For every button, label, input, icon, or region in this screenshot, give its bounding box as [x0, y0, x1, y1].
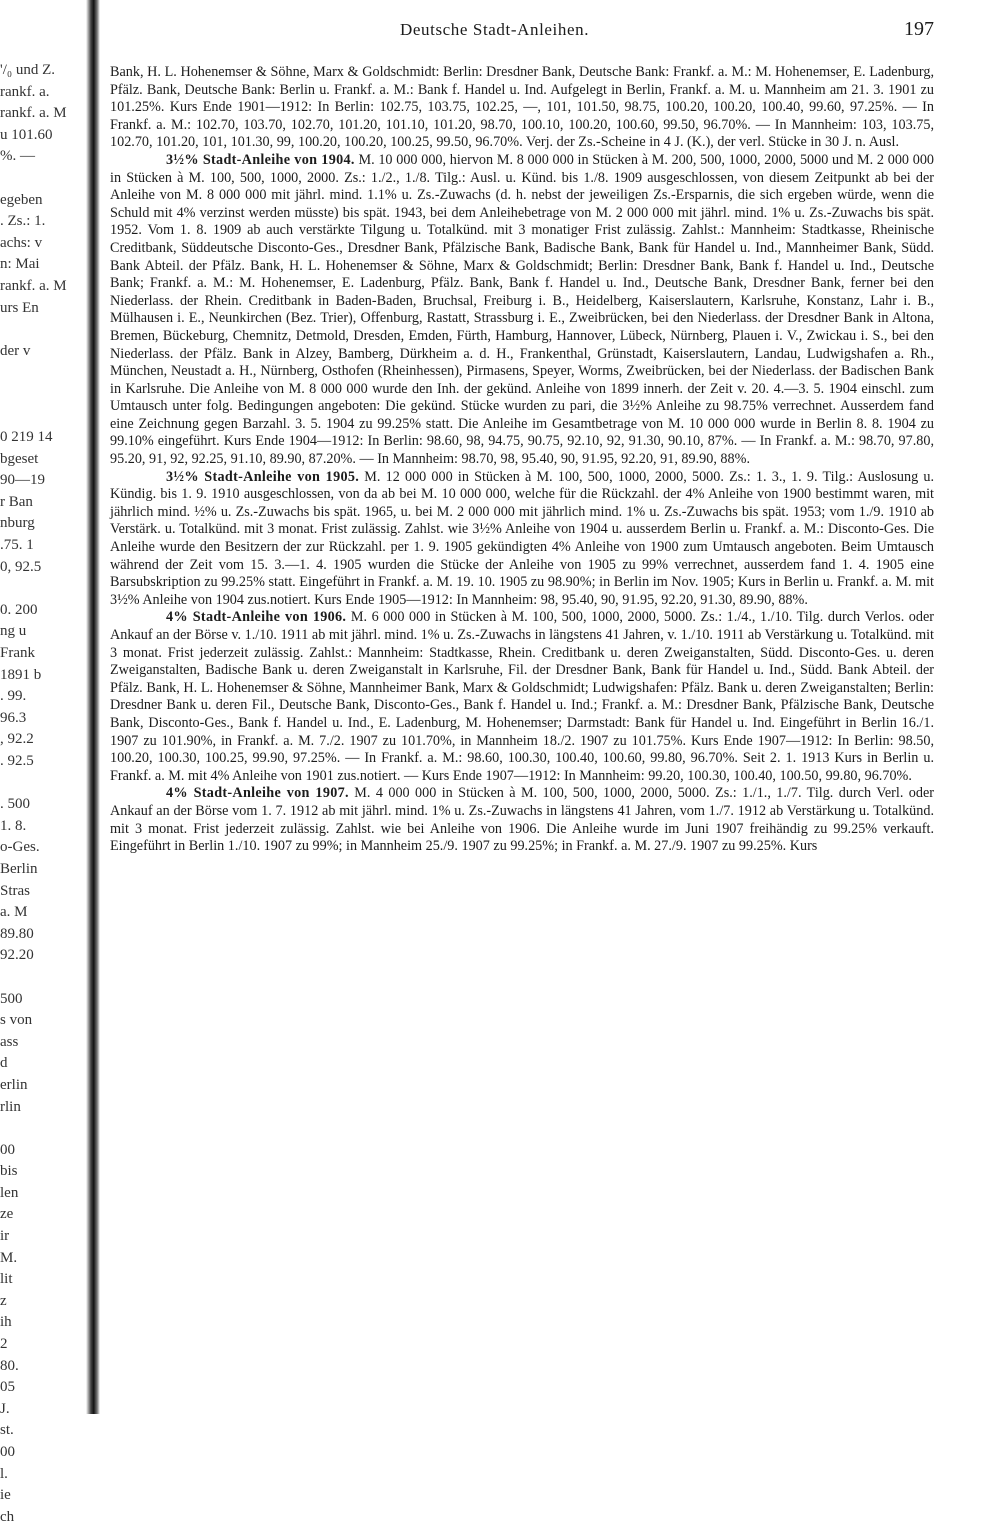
issue-text: M. 4 000 000 in Stücken à M. 100, 500, 1000, 2000, 5000. Zs.: 1./1., 1./7. Tilg. durch Verl. oder Ankauf an der Börse vom 1. 7. 1912 ab mit jährl. mind. 1% u. Zs.-Zuwachs in längstens 41 Jahren, vom 1./7. 1912 ab Verstärkung u. Totalkünd. mit 3 monat. Frist jederzeit zulässig. Zahlst. wie bei Anleihe von 1906. Die Anleihe wurde im Juni 1907 freihändig zu 99.25% verkauft. Eingeführt in Berlin 1./10. 1907 zu 99%; in Mannheim 25./9. 1907 zu 99.25%; in Frankf. a. M. 27./9. 1907 zu 99.25%. Kurs [110, 785, 935, 855]
facing-page-line: o-Ges. [0, 839, 40, 856]
facing-page-line: 80. [0, 1357, 19, 1374]
issue-text: M. 10 000 000, hiervon M. 8 000 000 in Stücken à M. 200, 500, 1000, 2000, 5000 und M. 2 000 000 in Stücken à M. 100, 500, 1000, 2000. Zs.: 1./2., 1./8. Tilg.: Ausl. u. Künd. bis 1./8. 1909 ausgeschlossen, von diesem Zeitpunkt ab bei der Anleihe von M. 8 000 000 mit jährl. mind. 1.1% u. Zs.-Zuwachs (d. h. nebst der jeweiligen Zs.-Ersparnis, die sich ergeben würde, wenn die Schuld mit 4% verzinst werden müsste) bis spät. 1943, bei dem Anleihebetrage von M. 2 000 000 mit jährl. mind. 1% u. Zs.-Zuwachs bis spät. 1952. Vom 1. 8. 1909 ab auch verstärkte Tilgung u. Totalkünd. mit 3 monatiger Frist zulässig. Zahlst.: Mannheim: Stadtkasse, Rheinische Creditbank, Süddeutsche Disconto-Ges., Dresdner Bank, Pfälzische Bank, Badische Bank, Bank für Handel u. Ind., Mannheimer Bank, Südd. Bank Abteil. der Pfälz. Bank, H. L. Hohenemser & Söhne, Marx & Goldschmidt; Berlin: Dresdner Bank, Bank f. Handel u. Ind., Deutsche Bank; Frankf. a. M.: M. Hohenemser, E. Ladenburg, Pfälz. Bank, Bank f. Handel u. Ind., Deutsche Bank, Dresdner Bank, ferner bei den Niederlass. der Rhein. Creditbank in Baden-Baden, Bruchsal, Freiburg i. B., Heidelberg, Kaiserslautern, Karlsruhe, Konstanz, Lahr i. B., Mülhausen i. E., Neunkirchen (Bez. Trier), Offenburg, Rastatt, Strassburg i. E., Zweibrücken, bei den Niederlass. der Dresdner Bank in Altona, Bremen, Bückeburg, Chemnitz, Detmold, Dresden, Emden, Fürth, Hamburg, Hannover, Lübeck, Nürnberg, Plauen i. V., Zwickau i. S., bei den Niederlass. der Pfälz. Bank in Alzey, Bamberg, Dürkheim a. d. H., Frankenthal, Grünstadt, Kaiserslautern, Landau, Ludwigshafen a. Rh., München, Neustadt a. H., Nürnberg, Osthofen (Rheinhessen), Pirmasens, Speyer, Worms, Zweibrücken, bei der Niederlass. der Badischen Bank in Karlsruhe. Die Anleihe von M. 8 000 000 wurde den Inh. der gekünd. Anleihe von 1899 innerh. der Zeit v. 20. 4.—3. 5. 1904 einschl. zum Umtausch unter folg. Bedingungen angeboten: Die gekünd. Stücke wurden zu pari, die 3½% Anleihe zu 98.75% verrechnet. Ausserdem fand eine Zeichnung gegen Barzahl. 3. 5. 1904 zu 99.25% statt. Die Anleihe im Gesamtbetrage von M. 10 000 000 wurde in Berlin 8. 8. 1904 zu 99.10% eingeführt. Kurs Ende 1904—1912: In Berlin: 98.60, 98, 94.75, 90.75, 92.10, 92, 91.30, 90.10, 87%. — In Frankf. a. M.: 98.70, 97.80, 95.20, 91, 92, 92.25, 91.10, 89.90, 87.20%. — In Mannheim: 98.70, 98, 95.40, 90, 91.95, 92.20, 91, 89.90, 88%. [110, 151, 935, 468]
issue-paragraph [110, 469, 934, 610]
facing-page-line: s von [0, 1012, 33, 1029]
facing-page-line: .75. 1 [0, 537, 34, 554]
facing-page-line: Berlin [0, 860, 38, 877]
facing-page-line: ih [0, 1314, 12, 1331]
facing-page-line: nburg [0, 515, 35, 532]
issue-heading: 3½% Stadt-Anleihe von 1905. [166, 468, 360, 485]
page-number: 197 [904, 18, 934, 40]
facing-page-line [0, 168, 86, 190]
facing-page-line: 90—19 [0, 472, 45, 489]
facing-page-line: lit [0, 1271, 13, 1288]
facing-page-line: egeben [0, 191, 43, 208]
issue-paragraph [110, 609, 934, 785]
issue-1904 [110, 152, 934, 469]
facing-page-line [0, 773, 86, 795]
facing-page-line: 0. 200 [0, 601, 38, 618]
facing-page-line: '/₀ und Z. [0, 62, 56, 78]
facing-page-line: 00 [0, 1444, 15, 1460]
facing-page-line: . Zs.: 1. [0, 213, 46, 230]
facing-page-line: ass [0, 1033, 19, 1050]
facing-page-line: . 99. [0, 688, 27, 705]
issue-heading: 3½% Stadt-Anleihe von 1904. [166, 151, 355, 168]
page-body [110, 64, 934, 856]
facing-page-line: z [0, 1292, 7, 1309]
facing-page-line: n: Mai [0, 256, 40, 273]
facing-page-line [0, 384, 86, 406]
issue-1907 [110, 785, 934, 855]
issue-heading: 4% Stadt-Anleihe von 1907. [166, 785, 349, 802]
facing-page-line [0, 578, 86, 600]
facing-page-line: . 500 [0, 796, 30, 813]
facing-page-line: %. — [0, 148, 35, 165]
facing-page-line: M. [0, 1249, 18, 1266]
facing-page-line: ch [0, 1508, 15, 1525]
facing-page-line: , 92.2 [0, 731, 34, 748]
facing-page-line [0, 362, 86, 384]
facing-page-line: 89.80 [0, 925, 34, 942]
book-gutter [86, 0, 100, 1414]
facing-page-line: 92.20 [0, 947, 34, 964]
facing-page-line: 500 [0, 990, 23, 1007]
facing-page-line: urs En [0, 299, 39, 316]
facing-page-line: der v [0, 342, 31, 359]
facing-page-line: u 101.60 [0, 126, 53, 143]
facing-page-line [0, 967, 86, 989]
issue-heading: 4% Stadt-Anleihe von 1906. [166, 609, 347, 626]
facing-page-line: 00 [0, 1141, 15, 1158]
issue-text: M. 12 000 000 in Stücken à M. 100, 500, 1000, 2000, 5000. Zs.: 1. 3., 1. 9. Tilg.: Auslosung u. Kündig. bis 1. 9. 1910 ausgeschlossen, von da ab bei M. 10 000 000, welche für die Rückzahl. der 4% Anleihe von 1900 bestimmt waren, mit jährlich mind. ½% u. Zs.-Zuwachs bis spät. 1965, u. bei M. 2 000 000 mit jährlich mind. 1% u. Zs.-Zuwachs bis spät. 1953; vom 1./9. 1910 ab Verstärk. u. Totalkünd. mit 3 monat. Frist zulässig. Zahlst. wie 3½% Anleihe von 1904 u. ausserdem Berlin u. Frankf. a. M.: Disconto-Ges. Die Anleihe wurde den Besitzern der zur Rückzahl. per 1. 9. 1905 gekündigten 4% Anleihe von 1900 zum Umtausch angeboten. Beim Umtausch während der Zeit vom 15. 3.—1. 4. 1905 wurden die Stücke der Anleihe von 1905 zu 99% verrechnet, ausserdem fand 1. 4. 1905 eine Barsubskription zu 99.25% statt. Eingeführt in Frankf. a. M. 19. 10. 1905 zu 98.90%; in Berlin im Nov. 1905; Kurs in Berlin u. Frankf. a. M. mit 3½% Anleihe von 1904 zus.notiert. Kurs Ende 1905—1912: In Mannheim: 98, 95.40, 90, 91.95, 92.20, 91.30, 89.90, 88%. [110, 468, 934, 608]
facing-page-line: d [0, 1055, 8, 1072]
facing-page-line [0, 1118, 86, 1140]
facing-page-line: rlin [0, 1098, 21, 1115]
facing-page-line: 05 [0, 1379, 15, 1396]
issue-paragraph [110, 785, 934, 855]
facing-page-line: ie [0, 1487, 11, 1504]
running-head: Deutsche Stadt-Anleihen. [400, 20, 590, 39]
facing-page-line: l. [0, 1465, 8, 1482]
facing-page-line: Frank [0, 645, 35, 662]
page-header [100, 18, 940, 48]
facing-page-line [0, 319, 86, 341]
facing-page-line: 96.3 [0, 709, 27, 726]
facing-page-line: J. [0, 1400, 10, 1417]
issue-paragraph [110, 152, 934, 469]
facing-page-line [0, 406, 86, 428]
facing-page-line: 2 [0, 1336, 8, 1353]
facing-page-line: . 92.5 [0, 753, 34, 769]
facing-page-line: Stras [0, 882, 30, 899]
facing-page-line: rankf. a. M [0, 277, 67, 294]
facing-page-line: achs: v [0, 234, 43, 251]
facing-page-line: st. [0, 1422, 14, 1439]
facing-page-line: 0, 92.5 [0, 558, 42, 575]
facing-page-line: rankf. a. [0, 83, 50, 100]
issue-text: M. 6 000 000 in Stücken à M. 100, 500, 1000, 2000, 5000. Zs.: 1./4., 1./10. Tilg. durch Verlos. oder Ankauf an der Börse v. 1./10. 1911 ab mit jährl. mind. 1% u. Zs.-Zuwachs in längstens 41 Jahren, v. 1./10. 1911 ab Verstärkung u. Totalkünd. mit 3 monat. Frist jederzeit zulässig. Zahlst.: Mannheim: Stadtkasse, Rhein. Creditbank u. deren Zweiganstalten, Südd. Disconto-Ges. u. deren Zweiganstalten, Badische Bank u. deren Zweiganstalt in Karlsruhe, Fil. der Dresdner Bank, Bank für Handel u. Ind., Südd. Bank Abteil. der Pfälz. Bank, H. L. Hohenemser & Söhne, Mannheimer Bank, Marx & Goldschmidt; Ludwigshafen: Pfälz. Bank u. deren Zweiganstalten; Berlin: Dresdner Bank u. deren Fil., Deutsche Bank, Disconto-Ges., Bank f. Handel u. Ind.; Frankf. a. M.: Dresdner Bank, Pfälzische Bank, Deutsche Bank, Disconto-Ges., Bank f. Handel u. Ind., E. Ladenburg, M. Hohenemser; Darmstadt: Bank für Handel u. Ind. Eingeführt in Berlin 16./1. 1907 zu 101.90%, in Frankf. a. M. 7./2. 1907 zu 101.70%, in Mannheim 18./2. 1907 zu 101.75%. Kurs Ende 1907—1912: In Berlin: 98.50, 100.20, 100.30, 100.25, 99.90, 97.25%. — In Frankf. a. M.: 98.60, 100.30, 100.40, 100.60, 99.80, 96.70%. Seit 2. 1. 1913 Kurs in Berlin u. Frankf. a. M. mit 4% Anleihe von 1901 zus.notiert. — Kurs Ende 1907—1912: In Mannheim: 99.20, 100.30, 100.40, 100.50, 99.80, 96.70%. [110, 609, 935, 784]
facing-page-line: ir [0, 1228, 10, 1245]
facing-page-line: len [0, 1184, 19, 1201]
facing-page-fragment [0, 60, 86, 1525]
facing-page-line: 1891 b [0, 666, 42, 683]
facing-page-line: rankf. a. M [0, 105, 67, 122]
facing-page-line: ng u [0, 623, 27, 640]
facing-page-line: a. M [0, 904, 28, 921]
facing-page-line: erlin [0, 1076, 28, 1093]
facing-page-line: r Ban [0, 493, 33, 510]
issue-1906 [110, 609, 934, 785]
facing-page-line: 1. 8. [0, 817, 27, 834]
facing-page-line: bgeset [0, 450, 39, 467]
issue-1905 [110, 469, 934, 610]
facing-page-line: 0 219 14 [0, 429, 53, 446]
facing-page-line: ze [0, 1206, 14, 1223]
intro-paragraph: Bank, H. L. Hohenemser & Söhne, Marx & Goldschmidt: Berlin: Dresdner Bank, Deutsche Bank: Frankf. a. M.: M. Hohenemser, E. Ladenburg, Pfälz. Bank, Deutsche Bank: Berlin u. Frankf. a. M.: Bank f. Handel u. Ind. Aufgelegt in Berlin, Frankf. a. M. u. Mannheim am 21. 3. 1901 zu 101.25%. Kurs Ende 1901—1912: In Berlin: 102.75, 103.75, 102.25, —, 101, 101.50, 98.75, 100.20, 100.20, 100.40, 99.60, 97.25%. — In Frankf. a. M.: 102.70, 103.70, 102.70, 101.20, 101.10, 101.20, 98.70, 100.10, 100.20, 100.60, 99.50, 96.70%. — In Mannheim: 103, 103.75, 102.70, 101.20, 101, 101.30, 99, 100.20, 100.20, 100.25, 99.50, 96.70%. Verj. der Zs.-Scheine in 4 J. (K.), der verl. Stücke in 30 J. n. Ausl. [110, 64, 934, 151]
facing-page-line: bis [0, 1163, 18, 1180]
